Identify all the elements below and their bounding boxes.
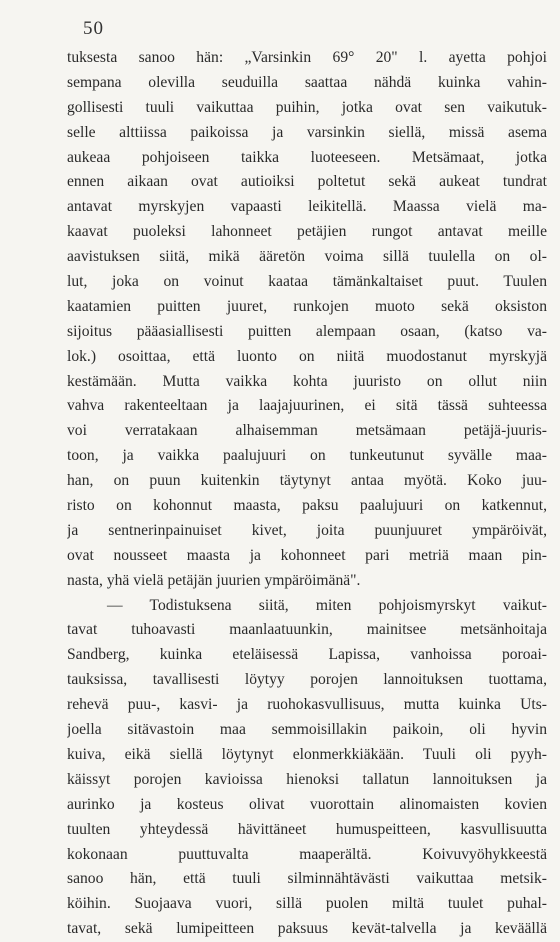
text-line: gollisesti tuuli vaikuttaa puihin, jotka ovat sen vaikutuk- [67, 98, 547, 116]
text-line: ennen aikaan ovat autioiksi poltetut sekä aukeat tundrat [67, 173, 547, 191]
text-line: — Todistuksena siitä, miten pohjoismyrskyt vaikut- [107, 596, 547, 614]
text-line: tauksissa, tavallisesti löytyy porojen lannoituksen tuottama, [67, 671, 547, 689]
text-line: sijoitus pääasiallisesti puitten alempaan osaan, (katso va- [67, 322, 547, 340]
text-line: ovat nousseet maasta ja kohonneet pari metriä maan pin- [67, 546, 547, 564]
text-line: voi verratakaan alhaisemman metsämaan petäjä-juuris- [67, 422, 547, 440]
text-line: tavat tuhoavasti maanlaatuunkin, mainitsee metsänhoitaja [67, 621, 547, 639]
text-line: sanoo hän, että tuuli silminnähtävästi vaikuttaa metsik- [67, 870, 547, 888]
text-line: aavistuksen siitä, mikä ääretön voima sillä tuulella on ol- [67, 248, 547, 266]
text-line: aurinko ja kosteus olivat vuorottain alinomaisten kovien [67, 795, 547, 813]
text-line: lok.) osoittaa, että luonto on niitä muodostanut myrskyjä [67, 347, 547, 365]
text-line: tavat, sekä lumipeitteen paksuus kevät-talvella ja keväällä [67, 920, 547, 938]
text-line: tuulten yhteydessä hävittäneet humuspeitteen, kasvullisuutta [67, 820, 547, 838]
text-line: kuiva, eikä siellä löytynyt elonmerkkiäkään. Tuuli oli pyyh- [67, 745, 547, 763]
text-line: kaavat puoleksi lahonneet petäjien rungot antavat meille [67, 223, 547, 241]
text-line: selle alttiissa paikoissa ja varsinkin siellä, missä asema [67, 123, 547, 141]
text-line: nasta, yhä vielä petäjän juurien ympäröimänä". [67, 571, 361, 589]
text-line: joella sitävastoin maa semmoisillakin paikoin, oli hyvin [67, 721, 547, 739]
text-line: ja sentnerinpainuiset kivet, joita puunjuuret ympäröivät, [67, 521, 547, 539]
text-line: han, on puun kuitenkin täytynyt antaa myötä. Koko juu- [67, 472, 547, 490]
text-line: köihin. Suojaava vuori, sillä puolen miltä tuulet puhal- [67, 895, 547, 913]
page-number: 50 [83, 18, 104, 39]
text-line: sempana olevilla seuduilla saattaa nähdä kuinka vahin- [67, 73, 547, 91]
text-line: aukeaa pohjoiseen taikka luoteeseen. Metsämaat, jotka [67, 148, 547, 166]
text-line: vahva rakenteeltaan ja laajajuurinen, ei sitä tässä suhteessa [67, 397, 547, 415]
text-line: lut, joka on voinut kaataa tämänkaltaiset puut. Tuulen [67, 273, 547, 291]
text-line: toon, ja vaikka paalujuuri on tunkeutunut syvälle maa- [67, 447, 547, 465]
text-line: rehevä puu-, kasvi- ja ruohokasvullisuus, mutta kuinka Uts- [67, 696, 547, 714]
text-line: käissyt porojen kavioissa hienoksi tallatun lannoituksen ja [67, 770, 547, 788]
text-line: Sandberg, kuinka eteläisessä Lapissa, vanhoissa poroai- [67, 646, 547, 664]
text-line: kaatamien puitten juuret, runkojen muoto sekä oksiston [67, 297, 547, 315]
text-line: antavat myrskyjen vapaasti leikitellä. Maassa vielä ma- [67, 198, 547, 216]
text-line: kokonaan puuttuvalta maaperältä. Koivuvyöhykkeestä [67, 845, 547, 863]
body-text [67, 46, 547, 942]
text-line: kestämään. Mutta vaikka kohta juuristo on ollut niin [67, 372, 547, 390]
text-line: risto on kohonnut maasta, paksu paalujuuri on katkennut, [67, 497, 547, 515]
text-line: tuksesta sanoo hän: „Varsinkin 69° 20" l. ayetta pohjoi [67, 49, 547, 66]
